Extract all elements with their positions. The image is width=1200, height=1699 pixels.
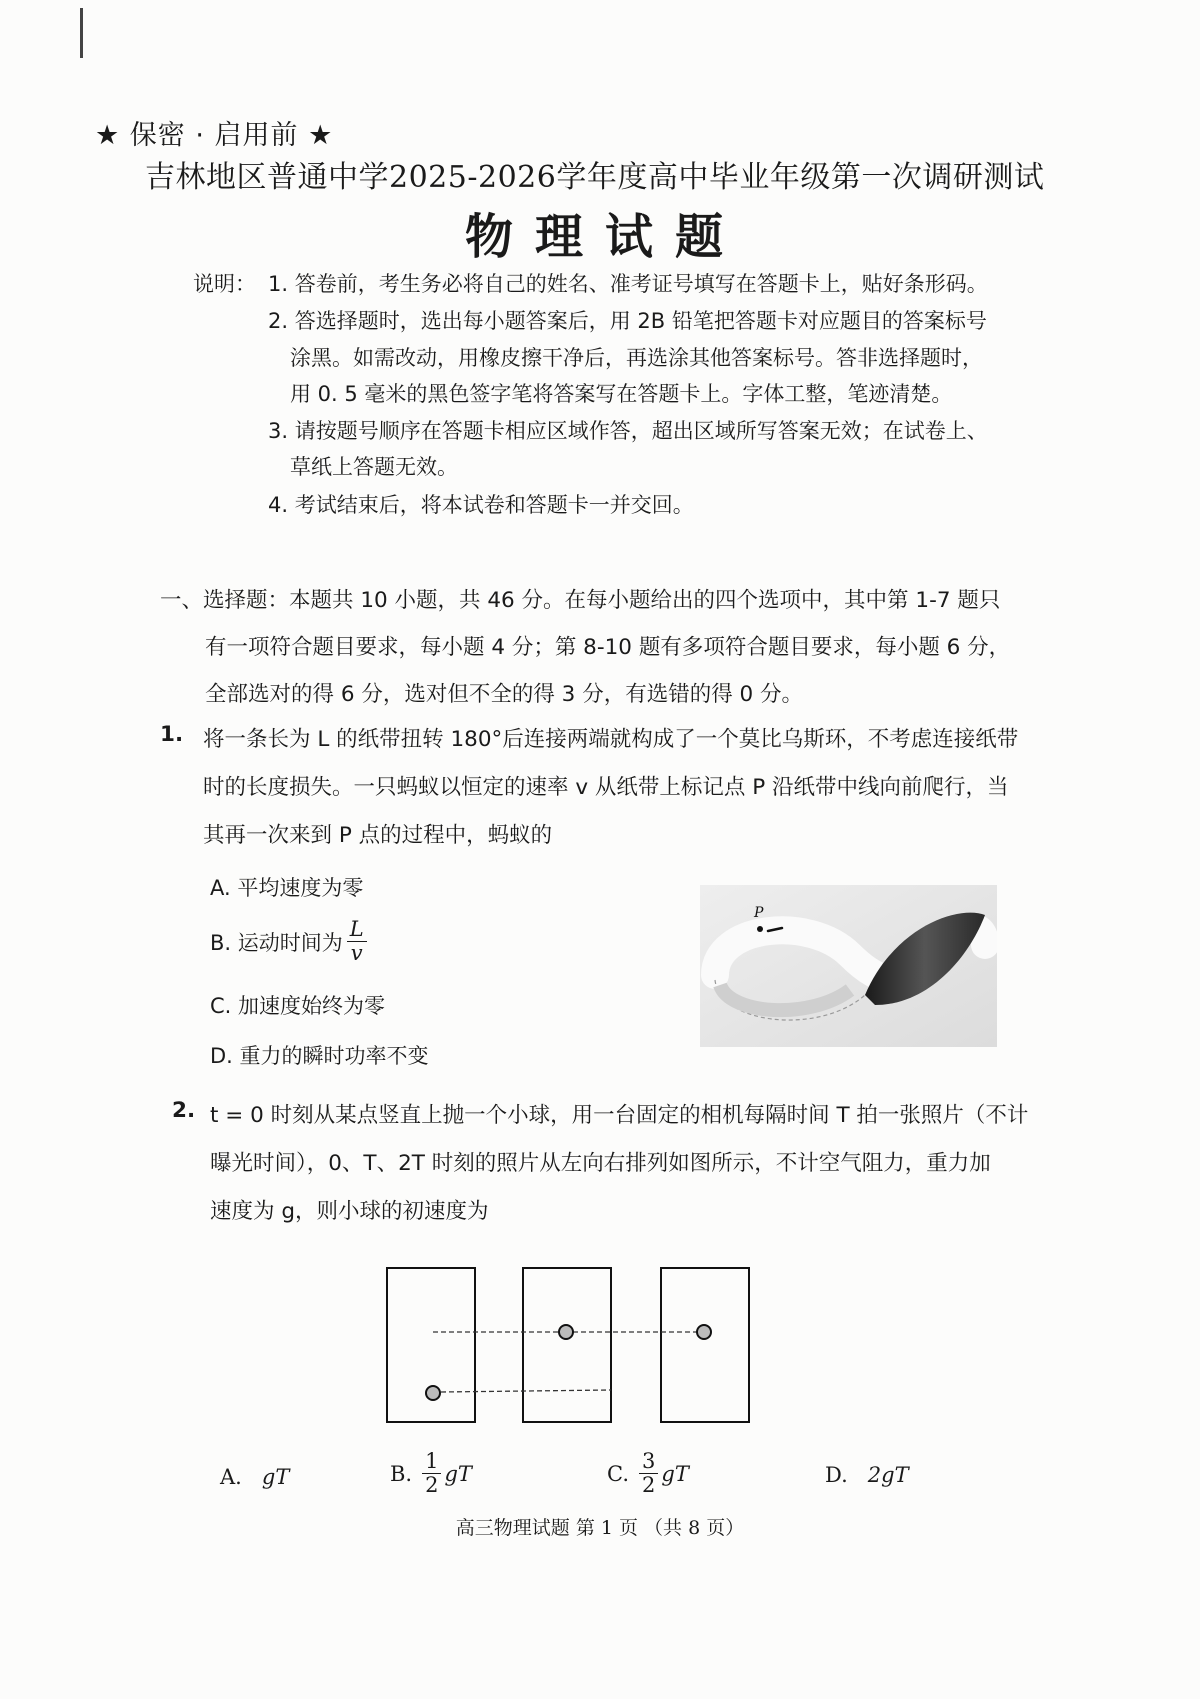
answer-option-c <box>607 1450 689 1497</box>
question-text: 将一条长为 L 的纸带扭转 180°后连接两端就构成了一个莫比乌斯环，不考虑连接纸带 <box>203 727 1019 752</box>
option-d: D. 重力的瞬时功率不变 <box>210 1044 429 1068</box>
option-label: A. <box>220 1465 242 1489</box>
point-p-label: P <box>754 905 764 921</box>
fraction-denominator: 2 <box>642 1473 656 1498</box>
fraction-numerator: 3 <box>639 1450 658 1474</box>
instructions-label: 说明： <box>193 272 256 296</box>
answer-option-d <box>825 1463 909 1487</box>
instruction-line: 1. 答卷前，考生务必将自己的姓名、准考证号填写在答题卡上，贴好条形码。 <box>268 272 988 296</box>
photo-frame-t <box>523 1268 611 1422</box>
answer-option-a <box>220 1465 289 1489</box>
point-p-marker <box>757 926 763 932</box>
option-c: C. 加速度始终为零 <box>210 994 386 1018</box>
option-value: gT <box>661 1461 689 1486</box>
mobius-strip-figure <box>700 885 997 1047</box>
option-b <box>210 918 367 965</box>
ball-at-t <box>559 1325 573 1339</box>
fraction-three-halves <box>639 1450 658 1497</box>
option-value: 2gT <box>867 1463 909 1487</box>
question-text: 曝光时间），0、T、2T 时刻的照片从左向右排列如图所示，不计空气阻力，重力加 <box>210 1151 991 1176</box>
instruction-line: 4. 考试结束后，将本试卷和答题卡一并交回。 <box>268 493 694 517</box>
fraction-denominator: 2 <box>425 1473 439 1498</box>
option-label: B. <box>390 1461 413 1486</box>
instruction-line: 涂黑。如需改动，用橡皮擦干净后，再选涂其他答案标号。答非选择题时， <box>290 346 983 370</box>
instruction-line: 草纸上答题无效。 <box>290 455 458 479</box>
section-heading-cont: 全部选对的得 6 分，选对但不全的得 3 分，有选错的得 0 分。 <box>205 682 804 707</box>
instruction-line: 2. 答选择题时，选出每小题答案后，用 2B 铅笔把答题卡对应题目的答案标号 <box>268 309 987 333</box>
question-text: t = 0 时刻从某点竖直上抛一个小球，用一台固定的相机每隔时间 T 拍一张照片（不计 <box>210 1103 1029 1128</box>
fraction-denominator: v <box>350 941 363 966</box>
section-heading-cont: 有一项符合题目要求，每小题 4 分；第 8-10 题有多项符合题目要求，每小题 6 分， <box>205 635 1011 660</box>
answer-option-b <box>390 1450 472 1497</box>
fraction-l-over-v <box>347 918 367 965</box>
question-number: 1. <box>160 722 184 747</box>
subject-title: 物理试题 <box>465 209 746 265</box>
option-a: A. 平均速度为零 <box>210 876 364 900</box>
photo-frame-2t <box>661 1268 749 1422</box>
page-footer: 高三物理试题 第 1 页 （共 8 页） <box>455 1517 745 1539</box>
fraction-one-half <box>422 1450 441 1497</box>
fraction-numerator: L <box>347 918 367 942</box>
question-text: 时的长度损失。一只蚂蚁以恒定的速率 v 从纸带上标记点 P 沿纸带中线向前爬行，当 <box>203 775 1009 800</box>
instruction-line: 3. 请按题号顺序在答题卡相应区域作答，超出区域所写答案无效；在试卷上、 <box>268 419 988 443</box>
paper-edge-mark <box>80 8 83 58</box>
instruction-line: 用 0. 5 毫米的黑色签字笔将答案写在答题卡上。字体工整，笔迹清楚。 <box>290 382 953 406</box>
lower-dashed-line <box>441 1390 611 1392</box>
camera-photos-figure <box>385 1265 765 1425</box>
question-text: 其再一次来到 P 点的过程中，蚂蚁的 <box>203 823 553 848</box>
exam-header-title: 吉林地区普通中学2025-2026学年度高中毕业年级第一次调研测试 <box>145 160 1045 195</box>
option-value: gT <box>261 1465 290 1489</box>
confidential-notice: ★ 保密 · 启用前 ★ <box>95 120 334 151</box>
ball-at-t0 <box>426 1386 440 1400</box>
question-number: 2. <box>172 1098 196 1123</box>
option-label: D. <box>825 1463 848 1487</box>
section-heading: 一、选择题：本题共 10 小题，共 46 分。在每小题给出的四个选项中，其中第 1-7 题只 <box>160 588 1001 613</box>
fraction-numerator: 1 <box>422 1450 441 1474</box>
option-b-text: B. 运动时间为 <box>210 930 343 955</box>
question-text: 速度为 g，则小球的初速度为 <box>210 1199 489 1224</box>
option-label: C. <box>607 1461 629 1486</box>
ball-at-2t <box>697 1325 711 1339</box>
option-value: gT <box>444 1461 472 1486</box>
